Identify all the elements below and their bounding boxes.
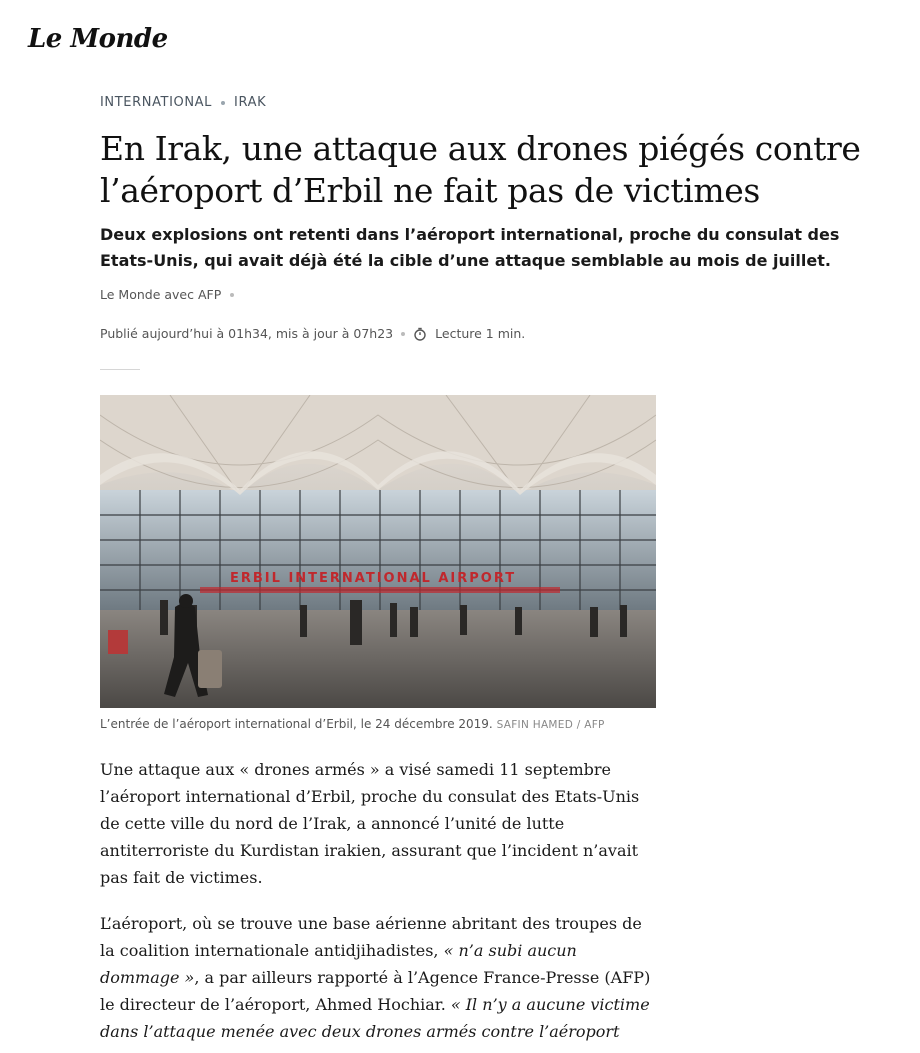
publication-meta — [100, 326, 525, 341]
publication-date: Publié aujourd’hui à 01h34, mis à jour à 07h23 — [100, 326, 394, 341]
author-name: Le Monde avec AFP — [100, 287, 222, 302]
article-body — [100, 756, 656, 1053]
meta-separator — [401, 332, 405, 336]
article-title: En Irak, une attaque aux drones piégés contre l’aéroport d’Erbil ne fait pas de victimes — [100, 129, 861, 210]
breadcrumb-separator — [221, 101, 225, 105]
reading-time: Lecture 1 min. — [435, 326, 526, 341]
article-description: Deux explosions ont retenti dans l’aéroport international, proche du consulat des Etats-Unis, qui avait déjà été la cible d’une attaque semblable au mois de juillet. — [100, 225, 840, 270]
paragraph-text: , a par ailleurs rapporté à l’Agence France-Presse (AFP) le directeur de l’aéroport, Ahmed Hochiar. — [100, 968, 651, 1014]
breadcrumb — [100, 95, 266, 110]
photo-caption-text: L’entrée de l’aéroport international d’Erbil, le 24 décembre 2019. — [100, 717, 493, 731]
airport-sign: ERBIL INTERNATIONAL AIRPORT — [230, 571, 517, 586]
header-divider — [100, 369, 140, 370]
le-monde-logo[interactable]: Le Monde — [28, 24, 168, 54]
photo-credit: SAFIN HAMED / AFP — [496, 719, 605, 731]
breadcrumb-international[interactable]: INTERNATIONAL — [100, 95, 213, 110]
paragraph-quote: « n’a subi aucun dommage » — [100, 941, 577, 987]
author-line — [100, 287, 234, 302]
stopwatch-icon — [413, 327, 427, 341]
paragraph-text: L’aéroport, où se trouve une base aérienne abritant des troupes de la coalition internationale antidjihadistes, — [100, 914, 642, 960]
breadcrumb-irak[interactable]: IRAK — [234, 95, 267, 110]
article-paragraph: Une attaque aux « drones armés » a visé samedi 11 septembre l’aéroport international d’Erbil, proche du consulat des Etats-Unis de cette ville du nord de l’Irak, a annoncé l’unité de lutte antiterroriste du Kurdistan irakien, assurant que l’incident n’avait pas fait de victimes. — [100, 760, 640, 887]
author-separator — [230, 293, 234, 297]
article-photo[interactable] — [100, 395, 656, 708]
article-paragraph — [100, 910, 656, 1045]
paragraph-quote: « Il n’y a aucune victime dans l’attaque menée avec deux drones armés contre l’aéroport — [100, 995, 650, 1041]
photo-caption — [100, 717, 656, 731]
